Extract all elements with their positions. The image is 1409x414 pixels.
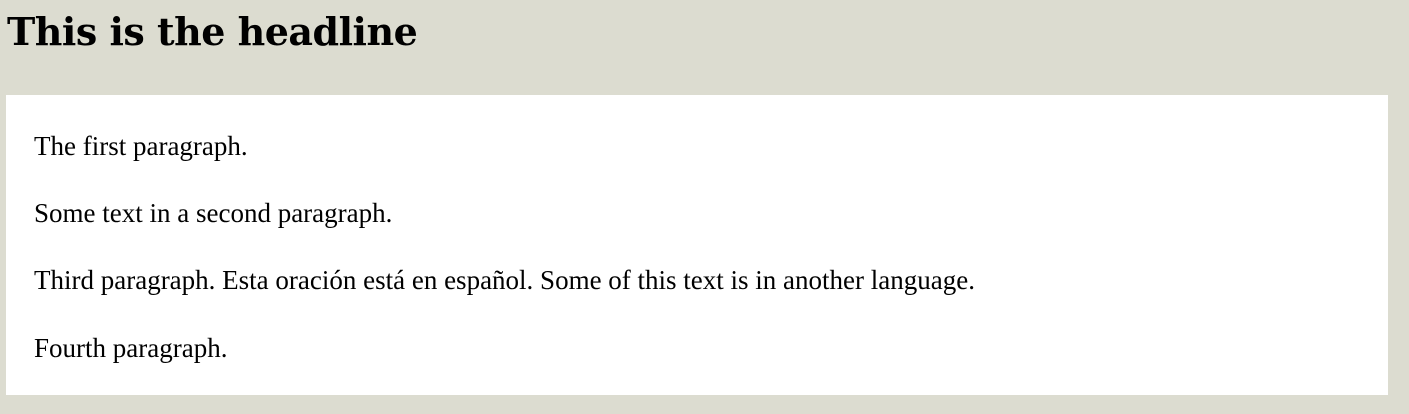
paragraph-first: The first paragraph. <box>34 131 248 161</box>
paragraph-third: Third paragraph. Esta oración está en español. Some of this text is in another language. <box>34 265 975 295</box>
page-headline: This is the headline <box>7 9 418 54</box>
paragraph-second: Some text in a second paragraph. <box>34 198 393 228</box>
paragraph-fourth: Fourth paragraph. <box>34 333 228 363</box>
content-card <box>6 95 1388 395</box>
